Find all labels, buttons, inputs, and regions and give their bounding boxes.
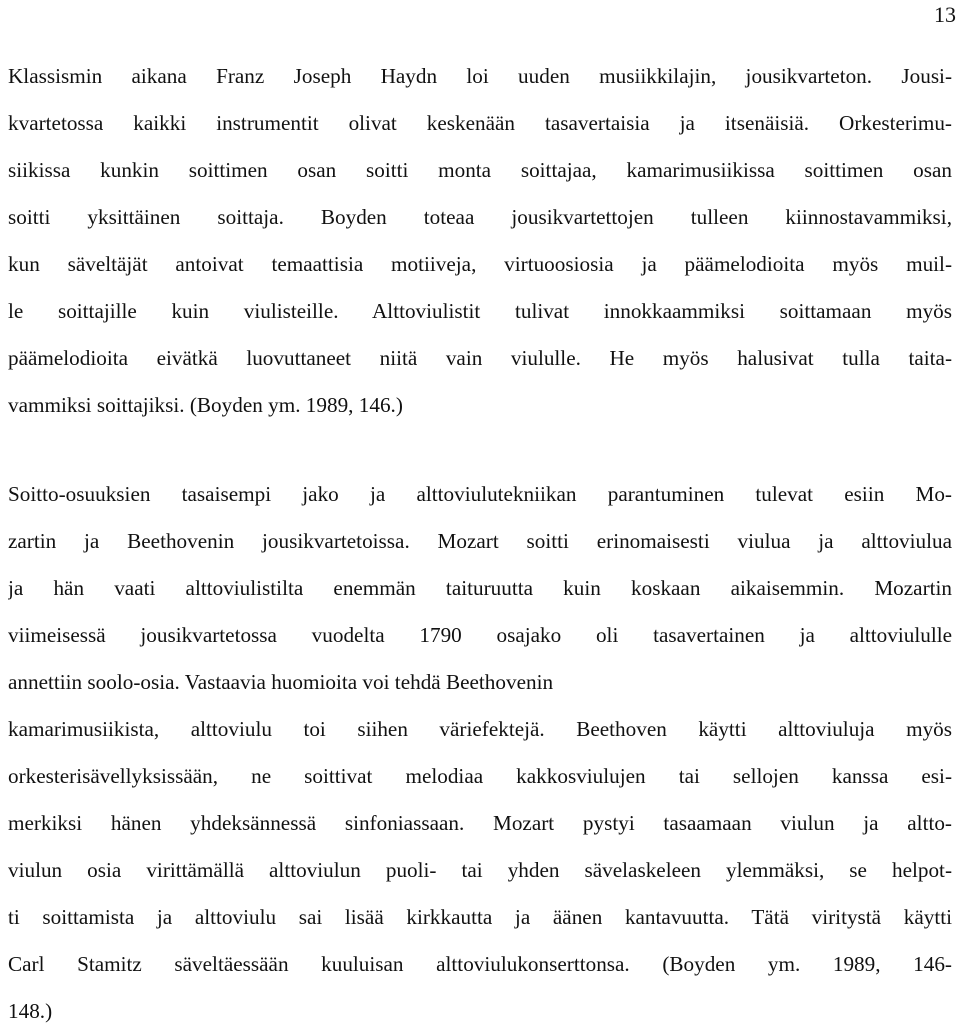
text-line: ti soittamista ja alttoviulu sai lisää kirkkautta ja äänen kantavuutta. Tätä viritystä käytti: [8, 905, 952, 929]
text-line: kamarimusiikista, alttoviulu toi siihen väriefektejä. Beethoven käytti alttoviuluja myös: [8, 717, 952, 741]
text-line: kvartetossa kaikki instrumentit olivat keskenään tasavertaisia ja itsenäisiä. Orkesterimu-: [8, 111, 952, 135]
text-line: zartin ja Beethovenin jousikvartetoissa. Mozart soitti erinomaisesti viulua ja alttoviulua: [8, 529, 952, 553]
text-line: kun säveltäjät antoivat temaattisia motiiveja, virtuoosiosia ja päämelodioita myös muil-: [8, 252, 952, 276]
text-line: le soittajille kuin viulisteille. Alttoviulistit tulivat innokkaammiksi soittamaan myös: [8, 299, 952, 323]
text-line: merkiksi hänen yhdeksännessä sinfoniassaan. Mozart pystyi tasaamaan viulun ja altto-: [8, 811, 952, 835]
text-line: vammiksi soittajiksi. (Boyden ym. 1989, 146.): [8, 393, 403, 417]
paragraph-haydn: [8, 53, 952, 429]
text-line: siikissa kunkin soittimen osan soitti monta soittajaa, kamarimusiikissa soittimen osan: [8, 158, 952, 182]
text-line: viulun osia virittämällä alttoviulun puoli- tai yhden sävelaskeleen ylemmäksi, se helpot-: [8, 858, 952, 882]
text-line: orkesterisävellyksissään, ne soittivat melodiaa kakkosviulujen tai sellojen kanssa esi-: [8, 764, 952, 788]
text-line: ja hän vaati alttoviulistilta enemmän taituruutta kuin koskaan aikaisemmin. Mozartin: [8, 576, 952, 600]
text-line: 148.): [8, 999, 53, 1023]
text-line: soitti yksittäinen soittaja. Boyden toteaa jousikvartettojen tulleen kiinnostavammiksi,: [8, 205, 952, 229]
text-line: annettiin soolo-osia. Vastaavia huomioita voi tehdä Beethovenin: [8, 670, 554, 694]
text-line: Klassismin aikana Franz Joseph Haydn loi uuden musiikkilajin, jousikvarteton. Jousi-: [8, 64, 952, 88]
text-line: Carl Stamitz säveltäessään kuuluisan alttoviulukonserttonsa. (Boyden ym. 1989, 146-: [8, 952, 952, 976]
text-line: Soitto-osuuksien tasaisempi jako ja alttoviulutekniikan parantuminen tulevat esiin Mo-: [8, 482, 952, 506]
page-number: 13: [934, 2, 956, 27]
text-line: viimeisessä jousikvartetossa vuodelta 1790 osajako oli tasavertainen ja alttoviululle: [8, 623, 952, 647]
paragraph-mozart-beethoven: [8, 471, 952, 1035]
text-line: päämelodioita eivätkä luovuttaneet niitä vain viululle. He myös halusivat tulla taita-: [8, 346, 952, 370]
